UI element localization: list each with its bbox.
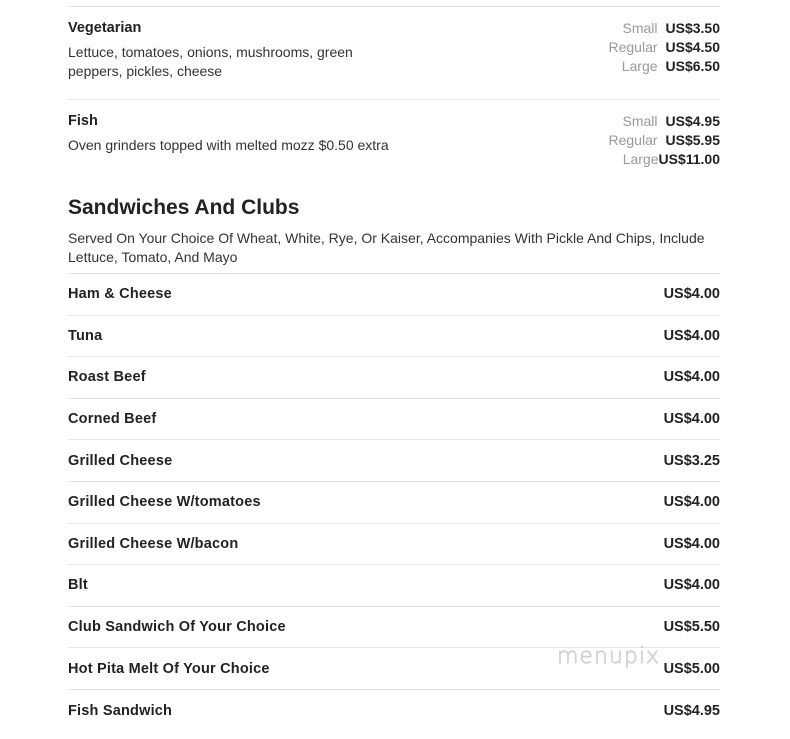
price-row (622, 57, 720, 76)
section-sandwiches-and-clubs (68, 173, 720, 732)
item-name: Grilled Cheese (68, 452, 173, 469)
menu-item-row (68, 690, 720, 732)
item-name: Corned Beef (68, 411, 157, 428)
menu-item-row (68, 482, 720, 524)
item-price: US$5.50 (663, 619, 720, 636)
item-price: US$4.00 (663, 577, 720, 594)
item-name: Fish (68, 113, 98, 129)
menu-item-row (68, 316, 720, 358)
item-name: Club Sandwich Of Your Choice (68, 619, 286, 636)
size-label: Small (622, 113, 658, 129)
menu-item-vegetarian (68, 7, 720, 100)
item-name: Ham & Cheese (68, 286, 172, 303)
watermark-logo: menupix (557, 644, 660, 669)
item-price: US$4.00 (663, 286, 720, 303)
item-list (68, 274, 720, 732)
item-name: Grilled Cheese W/bacon (68, 535, 239, 552)
item-name: Hot Pita Melt Of Your Choice (68, 660, 270, 677)
item-description: Oven grinders topped with melted mozz $0.50 extra (68, 137, 389, 153)
size-price: US$4.95 (665, 113, 720, 129)
menu-item-row (68, 274, 720, 316)
size-label: Large (622, 151, 659, 167)
menu-item-row (68, 357, 720, 399)
item-price: US$4.00 (663, 369, 720, 386)
size-price: US$11.00 (658, 151, 720, 167)
price-row (608, 38, 720, 57)
menu (68, 0, 720, 732)
item-price: US$4.00 (663, 411, 720, 428)
item-price: US$4.00 (663, 327, 720, 344)
menu-item-row (68, 399, 720, 441)
item-price: US$4.00 (663, 494, 720, 511)
section-description: Served On Your Choice Of Wheat, White, Rye, Or Kaiser, Accompanies With Pickle And Chips, Include Lettuce, Tomato, And Mayo (68, 229, 720, 274)
item-name: Grilled Cheese W/tomatoes (68, 494, 261, 511)
size-price: US$5.95 (665, 132, 720, 148)
price-list (608, 112, 720, 169)
menu-item-row (68, 565, 720, 607)
menu-item-row (68, 648, 720, 690)
menu-item-row (68, 440, 720, 482)
section-title: Sandwiches And Clubs (68, 196, 300, 219)
menu-item-row (68, 607, 720, 649)
size-label: Large (621, 58, 658, 74)
size-price: US$6.50 (665, 58, 720, 74)
divider (68, 0, 720, 7)
item-price: US$4.00 (663, 535, 720, 552)
menu-item-row (68, 524, 720, 566)
price-row (623, 150, 720, 169)
size-label: Regular (608, 132, 658, 148)
size-label: Small (622, 20, 658, 36)
item-description: Lettuce, tomatoes, onions, mushrooms, green peppers, pickles, cheese (68, 44, 353, 79)
item-price: US$4.95 (663, 702, 720, 719)
size-label: Regular (608, 39, 658, 55)
item-name: Roast Beef (68, 369, 146, 386)
item-price: US$5.00 (663, 660, 720, 677)
size-price: US$4.50 (665, 39, 720, 55)
price-list (608, 19, 720, 81)
size-price: US$3.50 (665, 20, 720, 36)
price-row (623, 112, 721, 131)
price-row (608, 131, 720, 150)
menu-item-fish (68, 100, 720, 173)
item-price: US$3.25 (663, 452, 720, 469)
item-name: Blt (68, 577, 88, 594)
item-name: Fish Sandwich (68, 702, 173, 719)
price-row (623, 19, 721, 38)
item-name: Tuna (68, 327, 103, 344)
item-name: Vegetarian (68, 20, 142, 36)
